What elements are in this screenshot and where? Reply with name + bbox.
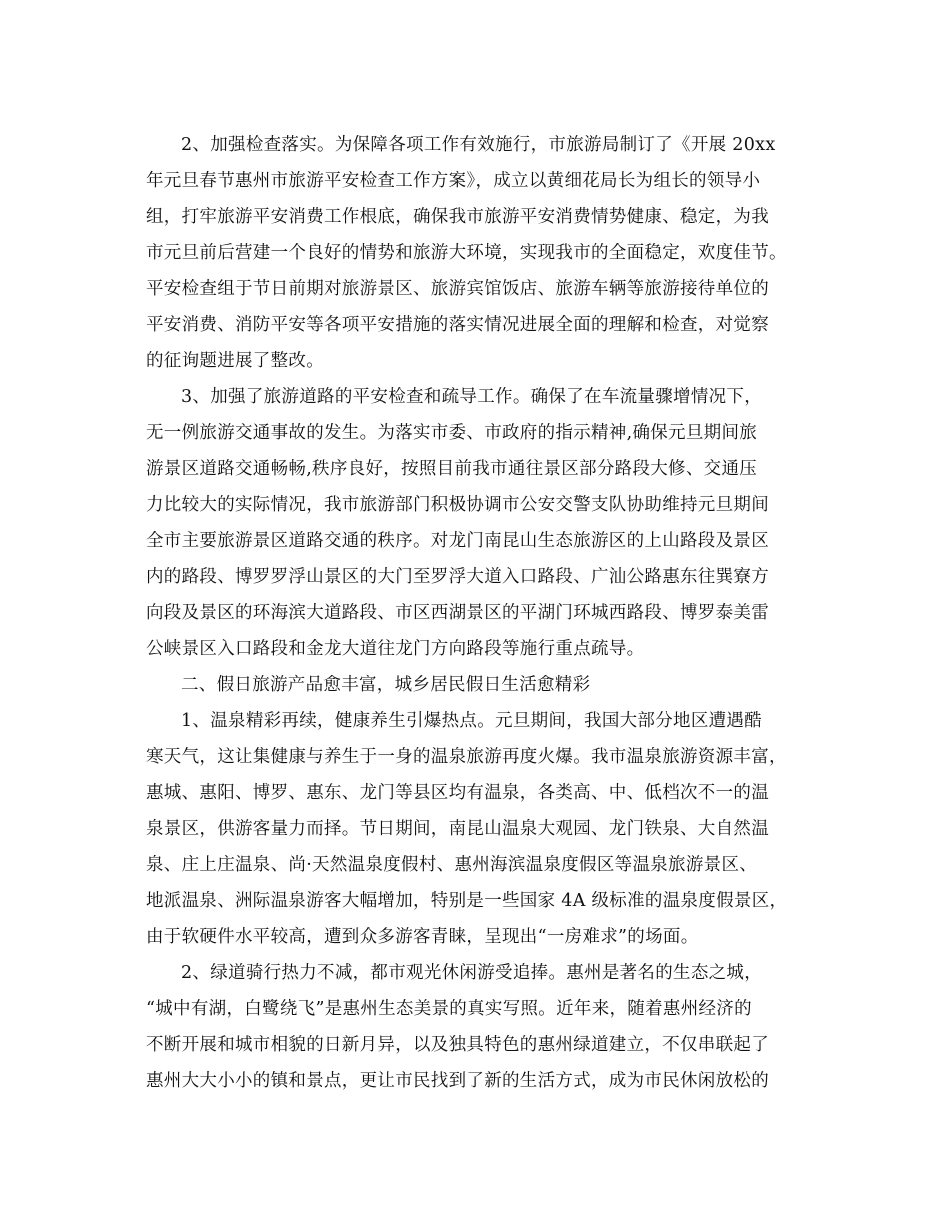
text-line: 内的路段、博罗罗浮山景区的大门至罗浮大道入口路段、广汕公路惠东往巽寮方 <box>146 567 769 587</box>
text-line: 公峡景区入口路段和金龙大道往龙门方向路段等施行重点疏导。 <box>146 639 645 659</box>
text-line: 市元旦前后营建一个良好的情势和旅游大环境，实现我市的全面稳定，欢度佳节。 <box>146 243 787 263</box>
text-line: 平安检查组于节日前期对旅游景区、旅游宾馆饭店、旅游车辆等旅游接待单位的 <box>146 279 769 299</box>
text-line: 地派温泉、洲际温泉游客大幅增加，特别是一些国家 4A 级标准的温泉度假景区， <box>146 891 788 911</box>
text-line: 力比较大的实际情况，我市旅游部门积极协调市公安交警支队协助维持元旦期间 <box>146 495 769 515</box>
text-line: 3、加强了旅游道路的平安检查和疏导工作。确保了在车流量骤增情况下， <box>181 387 763 407</box>
text-line: 游景区道路交通畅畅,秩序良好，按照目前我市通往景区部分路段大修、交通压 <box>146 459 758 479</box>
text-line: 泉景区，供游客量力而择。节日期间，南昆山温泉大观园、龙门铁泉、大自然温 <box>146 819 769 839</box>
text-line: 不断开展和城市相貌的日新月异，以及独具特色的惠州绿道建立，不仅串联起了 <box>146 1035 769 1055</box>
text-line: 惠州大大小小的镇和景点，更让市民找到了新的生活方式，成为市民休闲放松的 <box>146 1071 769 1091</box>
text-line: 全市主要旅游景区道路交通的秩序。对龙门南昆山生态旅游区的上山路段及景区 <box>146 531 769 551</box>
text-line: 组，打牢旅游平安消费工作根底，确保我市旅游平安消费情势健康、稳定，为我 <box>146 207 769 227</box>
section-heading: 二、假日旅游产品愈丰富，城乡居民假日生活愈精彩 <box>181 675 591 695</box>
text-line: 2、绿道骑行热力不减，都市观光休闲游受追捧。惠州是著名的生态之城， <box>181 963 763 983</box>
text-line: 泉、庄上庄温泉、尚·天然温泉度假村、惠州海滨温泉度假区等温泉旅游景区、 <box>146 855 758 875</box>
text-line: 2、加强检查落实。为保障各项工作有效施行，市旅游局制订了《开展 20xx <box>181 135 776 155</box>
text-line: 平安消费、消防平安等各项平安措施的落实情况进展全面的理解和检查，对觉察 <box>146 315 769 335</box>
text-line: 1、温泉精彩再续，健康养生引爆热点。元旦期间，我国大部分地区遭遇酷 <box>181 711 763 731</box>
text-line: “城中有湖，白鹭绕飞”是惠州生态美景的真实写照。近年来，随着惠州经济的 <box>146 999 752 1019</box>
text-line: 惠城、惠阳、博罗、惠东、龙门等县区均有温泉，各类高、中、低档次不一的温 <box>146 783 769 803</box>
text-line: 向段及景区的环海滨大道路段、市区西湖景区的平湖门环城西路段、博罗泰美雷 <box>146 603 769 623</box>
text-line: 寒天气，这让集健康与养生于一身的温泉旅游再度火爆。我市温泉旅游资源丰富， <box>146 747 787 767</box>
text-line: 由于软硬件水平较高，遭到众多游客青睐，呈现出“一房难求”的场面。 <box>146 927 699 947</box>
text-line: 年元旦春节惠州市旅游平安检查工作方案》，成立以黄细花局长为组长的领导小 <box>146 171 761 191</box>
text-line: 无一例旅游交通事故的发生。为落实市委、市政府的指示精神,确保元旦期间旅 <box>146 423 758 443</box>
text-line: 的征询题进展了整改。 <box>146 351 324 371</box>
